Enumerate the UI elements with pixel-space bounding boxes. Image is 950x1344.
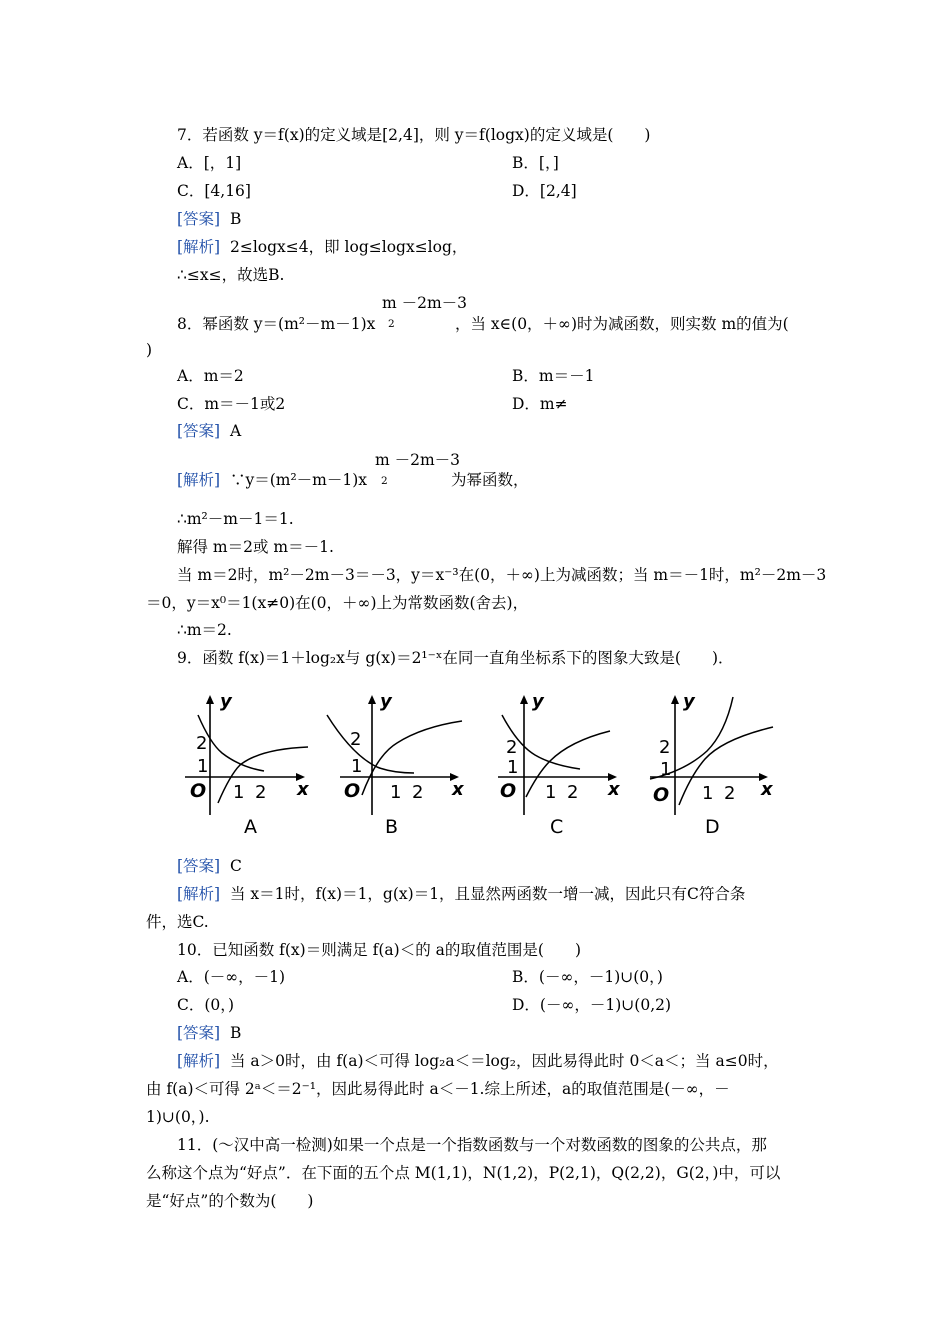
q7-option-c: C．[4,16] [177, 182, 251, 200]
graph-label: A [244, 816, 257, 838]
q8-option-a: A．m＝2 [177, 367, 244, 385]
tick-x1: 1 [545, 782, 557, 803]
graph-label: B [385, 816, 399, 838]
q9-answer [177, 856, 242, 876]
q8-stem-part2: ，当 x∈(0，＋∞)时为减函数，则实数 m的值为( [455, 315, 789, 333]
q10-option-b: B．(－∞，－1)∪(0，) [512, 968, 663, 986]
y-arrow-icon [520, 695, 528, 704]
q7-analysis [177, 237, 467, 257]
tick-x1: 1 [390, 782, 402, 803]
tick-y1: 1 [660, 759, 672, 780]
graph-b [322, 685, 472, 850]
q10-stem: 10．已知函数 f(x)＝则满足 f(a)＜的 a的取值范围是( ) [177, 941, 581, 959]
graph-label: D [705, 816, 720, 838]
tick-y2: 2 [350, 729, 362, 750]
q8-exponent-sub: 2 [388, 318, 395, 330]
analysis-tag: [解析] [177, 238, 221, 256]
q7-analysis-line2: ∴≤x≤，故选B. [177, 266, 285, 284]
y-label: y [683, 691, 695, 712]
q9-analysis [177, 884, 745, 904]
analysis-tag: [解析] [177, 885, 221, 903]
q8-line5: ∴m＝2. [177, 621, 232, 639]
origin-label: O [344, 780, 361, 802]
y-arrow-icon [206, 695, 214, 704]
q8-line1: ∴m²－m－1＝1. [177, 510, 294, 528]
answer-tag: [答案] [177, 210, 221, 228]
graph-label: C [550, 816, 564, 838]
y-arrow-icon [368, 695, 376, 704]
q7-stem: 7．若函数 y＝f(x)的定义域是[2,4]，则 y＝f(logx)的定义域是( ) [177, 126, 651, 144]
analysis-text: 当 x＝1时，f(x)＝1，g(x)＝1，且显然两函数一增一减，因此只有C符合条 [229, 885, 746, 903]
q7-option-a: A．[，1] [177, 154, 242, 172]
analysis-text: 当 a＞0时，由 f(a)＜可得 log₂a＜＝log₂，因此易得此时 0＜a＜；当 a≤0时， [229, 1052, 779, 1070]
q7-answer [177, 209, 241, 229]
answer-tag: [答案] [177, 857, 221, 875]
q8-option-d: D．m≠ [512, 395, 568, 413]
tick-x1: 1 [702, 783, 714, 804]
tick-y1: 1 [197, 756, 209, 777]
analysis-tag: [解析] [177, 1052, 221, 1070]
x-label: x [608, 779, 620, 800]
q8-line2: 解得 m＝2或 m＝－1. [177, 538, 334, 556]
q8-stem-line2: ) [146, 341, 153, 359]
q10-analysis [177, 1051, 779, 1071]
y-arrow-icon [671, 695, 679, 704]
x-label: x [297, 779, 309, 800]
x-label: x [452, 779, 464, 800]
answer-value: B [229, 210, 242, 228]
q10-analysis-line3: 1)∪(0，). [146, 1108, 210, 1126]
tick-x2: 2 [724, 783, 736, 804]
q11-line1: 11．(～汉中高一检测)如果一个点是一个指数函数与一个对数函数的图象的公共点，那 [177, 1136, 767, 1154]
y-label: y [380, 691, 392, 712]
tick-x1: 1 [233, 782, 245, 803]
q8-option-c: C．m＝－1或2 [177, 395, 286, 413]
q7-option-b: B．[，] [512, 154, 559, 172]
graph-c [490, 685, 630, 850]
q9-analysis-line2: 件，选C. [146, 913, 209, 931]
answer-value: C [229, 857, 242, 875]
answer-tag: [答案] [177, 1024, 221, 1042]
graph-a [180, 685, 320, 850]
q8-analysis [177, 470, 367, 490]
q8-analysis-exponent-sub: 2 [381, 475, 388, 487]
origin-label: O [500, 780, 517, 802]
y-label: y [532, 691, 544, 712]
q8-analysis-part2: 为幂函数， [451, 471, 529, 489]
q10-option-a: A．(－∞，－1) [177, 968, 286, 986]
answer-value: B [229, 1024, 242, 1042]
x-label: x [761, 779, 773, 800]
q10-option-d: D．(－∞，－1)∪(0,2) [512, 996, 672, 1014]
origin-label: O [653, 784, 670, 806]
tick-x2: 2 [255, 782, 267, 803]
tick-y2: 2 [659, 737, 671, 758]
q8-line4: ＝0，y＝x⁰＝1(x≠0)在(0，＋∞)上为常数函数(舍去)， [146, 594, 529, 612]
analysis-text: 2≤logx≤4，即 log≤logx≤log， [229, 238, 468, 256]
q10-option-c: C．(0，) [177, 996, 235, 1014]
q11-line3: 是“好点”的个数为( ) [146, 1192, 314, 1210]
tick-y2: 2 [196, 733, 208, 754]
origin-label: O [190, 780, 207, 802]
q8-stem-part1: 8．幂函数 y＝(m²－m－1)x [177, 315, 376, 333]
tick-x2: 2 [567, 782, 579, 803]
tick-y1: 1 [351, 756, 363, 777]
graph-d [645, 685, 785, 850]
q8-answer [177, 421, 241, 441]
q10-analysis-line2: 由 f(a)＜可得 2ᵃ＜＝2⁻¹，因此易得此时 a＜－1.综上所述，a的取值范围是(－∞，－ [146, 1080, 730, 1098]
q8-line3: 当 m＝2时，m²－2m－3＝－3，y＝x⁻³在(0，＋∞)上为减函数；当 m＝－1时，m²－2m－3 [177, 566, 827, 584]
tick-y1: 1 [507, 757, 519, 778]
answer-value: A [229, 422, 242, 440]
q8-analysis-exponent-top: m －2m－3 [375, 451, 461, 469]
curve-g [327, 715, 414, 773]
tick-x2: 2 [412, 782, 424, 803]
analysis-text: ∵y＝(m²－m－1)x [229, 471, 368, 489]
answer-tag: [答案] [177, 422, 221, 440]
y-label: y [220, 691, 232, 712]
q8-option-b: B．m＝－1 [512, 367, 595, 385]
q10-answer [177, 1023, 241, 1043]
q7-option-d: D．[2,4] [512, 182, 577, 200]
q11-line2: 么称这个点为“好点”．在下面的五个点 M(1,1)，N(1,2)，P(2,1)，Q(2,2)，G(2，)中，可以 [146, 1164, 781, 1182]
q9-stem: 9．函数 f(x)＝1＋log₂x与 g(x)＝2¹⁻ˣ在同一直角坐标系下的图象大致是( )． [177, 649, 734, 667]
tick-y2: 2 [506, 737, 518, 758]
analysis-tag: [解析] [177, 471, 221, 489]
q8-exponent-top: m －2m－3 [382, 294, 468, 312]
